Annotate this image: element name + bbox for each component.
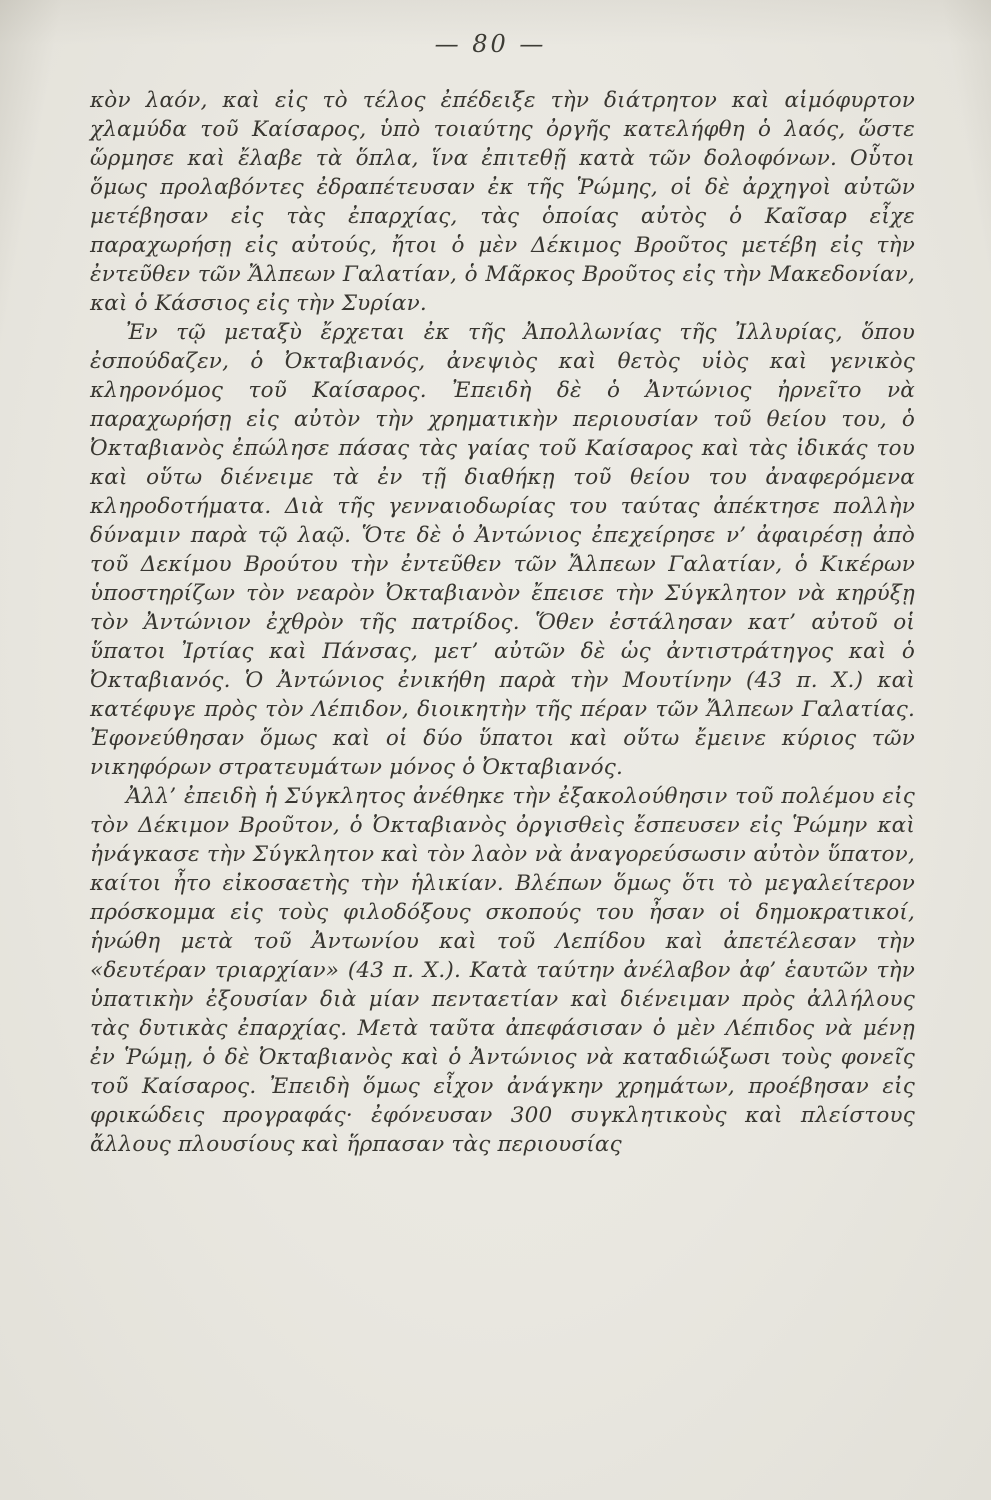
page-text [90, 86, 915, 1159]
paragraph: Ἐν τῷ μεταξὺ ἔρχεται ἐκ τῆς Ἀπολλωνίας τῆς Ἰλλυρίας, ὅπου ἐσπούδαζεν, ὁ Ὀκταβιανός, ἀνεψιὸς καὶ θετὸς υἱὸς καὶ γενικὸς κληρονόμος τοῦ Καίσαρος. Ἐπειδὴ δὲ ὁ Ἀντώνιος ἠρνεῖτο νὰ παραχωρήσῃ εἰς αὐτὸν τὴν χρηματικὴν περιουσίαν τοῦ θείου του, ὁ Ὀκταβιανὸς ἐπώλησε πάσας τὰς γαίας τοῦ Καίσαρος καὶ τὰς ἰδικάς του καὶ οὕτω διένειμε τὰ ἐν τῇ διαθήκῃ τοῦ θείου του ἀναφερόμενα κληροδοτήματα. Διὰ τῆς γενναιοδωρίας του ταύτας ἀπέκτησε πολλὴν δύναμιν παρὰ τῷ λαῷ. Ὅτε δὲ ὁ Ἀντώνιος ἐπεχείρησε ν’ ἀφαιρέσῃ ἀπὸ τοῦ Δεκίμου Βρούτου τὴν ἐντεῦθεν τῶν Ἄλπεων Γαλατίαν, ὁ Κικέρων ὑποστηρίζων τὸν νεαρὸν Ὀκταβιανὸν ἔπεισε τὴν Σύγκλητον νὰ κηρύξῃ τὸν Ἀντώνιον ἐχθρὸν τῆς πατρίδος. Ὅθεν ἐστάλησαν κατ’ αὐτοῦ οἱ ὕπατοι Ἰρτίας καὶ Πάνσας, μετ’ αὐτῶν δὲ ὡς ἀντιστράτηγος καὶ ὁ Ὀκταβιανός. Ὁ Ἀντώνιος ἐνικήθη παρὰ τὴν Μουτίνην (43 π. Χ.) καὶ κατέφυγε πρὸς τὸν Λέπιδον, διοικητὴν τῆς πέραν τῶν Ἄλπεων Γαλατίας. Ἐφονεύθησαν ὅμως καὶ οἱ δύο ὕπατοι καὶ οὕτω ἔμεινε κύριος τῶν νικηφόρων στρατευμάτων μόνος ὁ Ὀκταβιανός. [90, 320, 915, 780]
paragraph-continuation: κὸν λαόν, καὶ εἰς τὸ τέλος ἐπέδειξε τὴν διάτρητον καὶ αἱμόφυρτον χλαμύδα τοῦ Καίσαρος, ὑπὸ τοιαύτης ὀργῆς κατελήφθη ὁ λαός, ὥστε ὥρμησε καὶ ἔλαβε τὰ ὅπλα, ἵνα ἐπιτεθῇ κατὰ τῶν δολοφόνων. Οὗτοι ὅμως προλαβόντες ἐδραπέτευσαν ἐκ τῆς Ῥώμης, οἱ δὲ ἀρχηγοὶ αὐτῶν μετέβησαν εἰς τὰς ἐπαρχίας, τὰς ὁποίας αὐτὸς ὁ Καῖσαρ εἶχε παραχωρήσῃ εἰς αὐτούς, ἤτοι ὁ μὲν Δέκιμος Βροῦτος μετέβη εἰς τὴν ἐντεῦθεν τῶν Ἄλπεων Γαλατίαν, ὁ Μᾶρκος Βροῦτος εἰς τὴν Μακεδονίαν, καὶ ὁ Κάσσιος εἰς τὴν Συρίαν. [90, 88, 915, 316]
paragraph: Ἀλλ’ ἐπειδὴ ἡ Σύγκλητος ἀνέθηκε τὴν ἐξακολούθησιν τοῦ πολέμου εἰς τὸν Δέκιμον Βροῦτον, ὁ Ὀκταβιανὸς ὀργισθεὶς ἔσπευσεν εἰς Ῥώμην καὶ ἠνάγκασε τὴν Σύγκλητον καὶ τὸν λαὸν νὰ ἀναγορεύσωσιν αὐτὸν ὕπατον, καίτοι ἦτο εἰκοσαετὴς τὴν ἡλικίαν. Βλέπων ὅμως ὅτι τὸ μεγαλείτερον πρόσκομμα εἰς τοὺς φιλοδόξους σκοπούς του ἦσαν οἱ δημοκρατικοί, ἡνώθη μετὰ τοῦ Ἀντωνίου καὶ τοῦ Λεπίδου καὶ ἀπετέλεσαν τὴν «δευτέραν τριαρχίαν» (43 π. Χ.). Κατὰ ταύτην ἀνέλαβον ἀφ’ ἑαυτῶν τὴν ὑπατικὴν ἐξουσίαν διὰ μίαν πενταετίαν καὶ διένειμαν πρὸς ἀλλήλους τὰς δυτικὰς ἐπαρχίας. Μετὰ ταῦτα ἀπεφάσισαν ὁ μὲν Λέπιδος νὰ μένῃ ἐν Ῥώμῃ, ὁ δὲ Ὀκταβιανὸς καὶ ὁ Ἀντώνιος νὰ καταδιώξωσι τοὺς φονεῖς τοῦ Καίσαρος. Ἐπειδὴ ὅμως εἶχον ἀνάγκην χρημάτων, προέβησαν εἰς φρικώδεις προγραφάς· ἐφόνευσαν 300 συγκλητικοὺς καὶ πλείστους ἄλλους πλουσίους καὶ ἥρπασαν τὰς περιουσίας [90, 784, 915, 1157]
page-number: — 80 — [434, 30, 547, 58]
